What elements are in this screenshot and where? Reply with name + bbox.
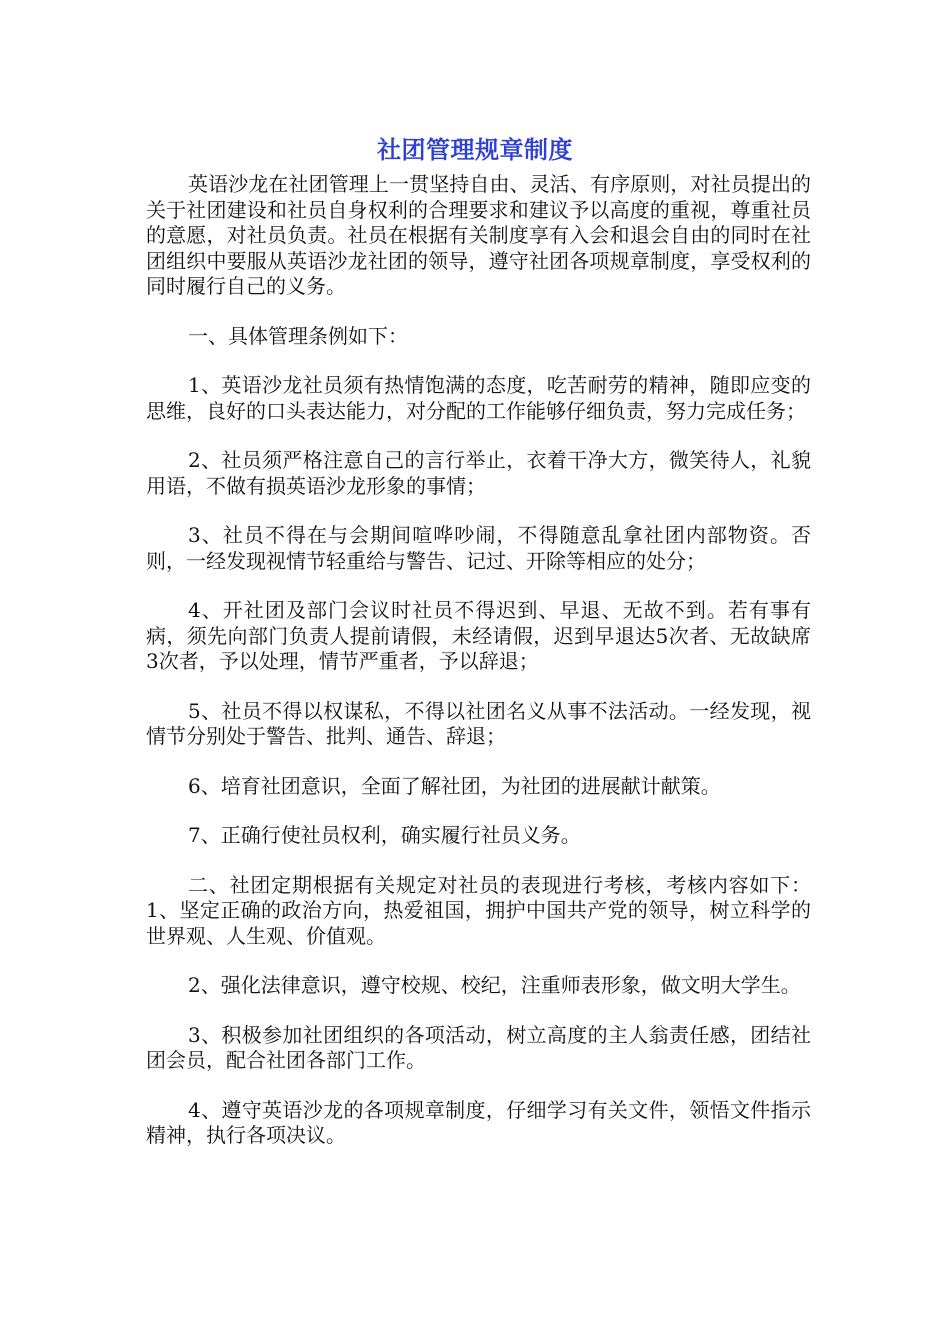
- rule-item-6: 6、培育社团意识，全面了解社团，为社团的进展献计献策。: [188, 773, 721, 798]
- section-assessment-intro: 二、社团定期根据有关规定对社员的表现进行考核，考核内容如下：1、坚定正确的政治方向，热爱祖国，拥护中国共产党的领导，树立科学的世界观、人生观、价值观。: [146, 872, 811, 948]
- intro-paragraph: 英语沙龙在社团管理上一贯坚持自由、灵活、有序原则，对社员提出的关于社团建设和社员自身权利的合理要求和建议予以高度的重视，尊重社员的意愿，对社员负责。社员在根据有关制度享有入会和退会自由的同时在社团组织中要服从英语沙龙社团的领导，遵守社团各项规章制度，享受权利的同时履行自己的义务。: [146, 172, 811, 298]
- rule-item-1: 1、英语沙龙社员须有热情饱满的态度，吃苦耐劳的精神，随即应变的思维，良好的口头表达能力，对分配的工作能够仔细负责，努力完成任务；: [146, 373, 811, 423]
- document-title: 社团管理规章制度: [377, 136, 573, 164]
- section-heading-management-rules: 一、具体管理条例如下：: [188, 323, 408, 348]
- document-body: [146, 172, 811, 1173]
- rule-item-3: 3、社员不得在与会期间喧哗吵闹，不得随意乱拿社团内部物资。否则，一经发现视情节轻重给与警告、记过、开除等相应的处分；: [146, 523, 811, 573]
- assessment-item-4: 4、遵守英语沙龙的各项规章制度，仔细学习有关文件，领悟文件指示精神，执行各项决议。: [146, 1097, 811, 1147]
- rule-item-4: 4、开社团及部门会议时社员不得迟到、早退、无故不到。若有事有病，须先向部门负责人提前请假，未经请假，迟到早退达5次者、无故缺席3次者，予以处理，情节严重者，予以辞退；: [146, 598, 811, 673]
- assessment-item-2: 2、强化法律意识，遵守校规、校纪，注重师表形象，做文明大学生。: [188, 973, 801, 997]
- rule-item-5: 5、社员不得以权谋私，不得以社团名义从事不法活动。一经发现，视情节分别处于警告、批判、通告、辞退；: [146, 698, 811, 748]
- assessment-item-3: 3、积极参加社团组织的各项活动，树立高度的主人翁责任感，团结社团会员，配合社团各部门工作。: [146, 1022, 811, 1072]
- rule-item-7: 7、正确行使社员权利，确实履行社员义务。: [188, 823, 581, 847]
- rule-item-2: 2、社员须严格注意自己的言行举止，衣着干净大方，微笑待人，礼貌用语，不做有损英语沙龙形象的事情；: [146, 448, 811, 498]
